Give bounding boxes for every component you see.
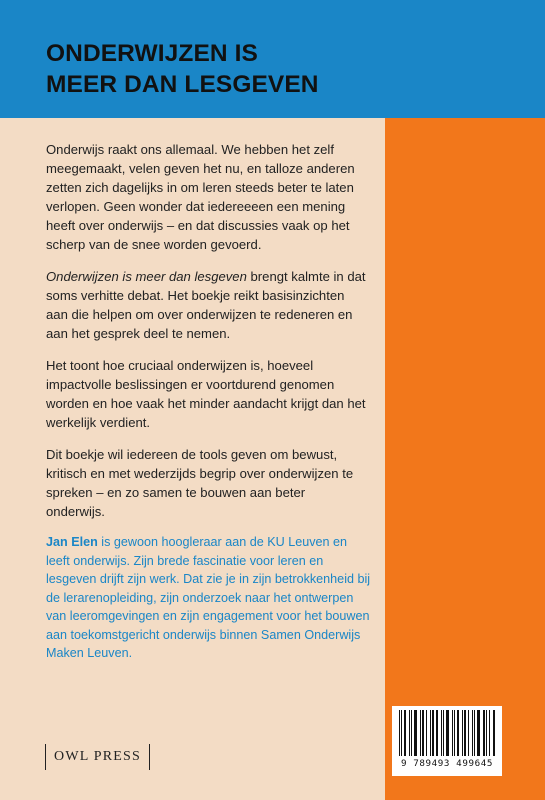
barcode-bar	[486, 710, 487, 756]
blurb-paragraph-3: Het toont hoe cruciaal onderwijzen is, hoeveel impactvolle beslissingen er voortdurend genomen worden en hoe vaak het minder aandacht krijgt dan het werkelijk verdient.	[46, 358, 366, 430]
blurb-paragraph-2	[46, 267, 366, 343]
barcode-bar	[409, 710, 410, 756]
barcode-bar	[464, 710, 466, 756]
barcode-bars	[399, 710, 495, 756]
barcode	[392, 706, 502, 776]
barcode-bar	[483, 710, 485, 756]
barcode-bar	[420, 710, 421, 756]
barcode-bar	[454, 710, 455, 756]
book-title	[46, 38, 319, 100]
orange-side-band	[385, 118, 545, 800]
publisher-name: OWL PRESS	[54, 749, 141, 764]
barcode-bar	[446, 710, 449, 756]
author-bio-text: is gewoon hoogleraar aan de KU Leuven en leeft onderwijs. Zijn brede fascinatie voor leren en lesgeven drijft zijn werk. Dat zie je in zijn betrokkenheid bij de lerarenopleiding, zijn onderzoek naar het ontwerpen van leeromgevingen en zijn engagement voor het bouwen aan toekomstgericht onderwijs binnen Samen Onderwijs Maken Leuven.	[46, 535, 371, 660]
barcode-bar	[462, 710, 463, 756]
barcode-bar	[477, 710, 480, 756]
title-line-2: MEER DAN LESGEVEN	[46, 71, 319, 98]
barcode-bar	[474, 710, 475, 756]
barcode-bar	[472, 710, 473, 756]
barcode-bar	[432, 710, 434, 756]
blurb-book-title-italic: Onderwijzen is meer dan lesgeven	[46, 269, 247, 284]
title-line-1: ONDERWIJZEN IS	[46, 40, 258, 67]
blurb-paragraph-4: Dit boekje wil iedereen de tools geven om bewust, kritisch en met wederzijds begrip over onderwijzen te spreken – en zo samen te bouwen aan beter onderwijs.	[46, 447, 354, 519]
barcode-number: 9 789493 499645	[401, 758, 493, 769]
author-name: Jan Elen	[46, 535, 98, 549]
barcode-bar	[457, 710, 459, 756]
barcode-bar	[452, 710, 453, 756]
barcode-bar	[399, 710, 400, 756]
blurb-text	[46, 140, 366, 534]
header-band	[0, 0, 545, 118]
blurb-paragraph-1: Onderwijs raakt ons allemaal. We hebben het zelf meegemaakt, velen geven het nu, en talloze anderen zetten zich dagelijks in om leren steeds beter te laten verlopen. Geen wonder dat iedereeeen een mening heeft over onderwijs – en dat discussies vaak op het scherp van de snee worden gevoerd.	[46, 142, 355, 252]
barcode-bar	[422, 710, 424, 756]
publisher-logo	[45, 744, 150, 770]
barcode-bar	[436, 710, 438, 756]
barcode-bar	[468, 710, 469, 756]
barcode-bar	[441, 710, 442, 756]
barcode-bar	[426, 710, 427, 756]
barcode-bar	[443, 710, 444, 756]
barcode-bar	[430, 710, 431, 756]
blurb-paragraph-2-rest: brengt kalmte in dat soms verhitte debat. Het boekje reikt basisinzichten aan die helpen om over onderwijzen te redeneren en aan het gesprek deel te nemen.	[46, 269, 366, 341]
barcode-bar	[489, 710, 490, 756]
barcode-bar	[404, 710, 406, 756]
barcode-bar	[493, 710, 495, 756]
barcode-bar	[414, 710, 417, 756]
barcode-bar	[411, 710, 412, 756]
barcode-bar	[401, 710, 402, 756]
author-bio	[46, 533, 372, 663]
